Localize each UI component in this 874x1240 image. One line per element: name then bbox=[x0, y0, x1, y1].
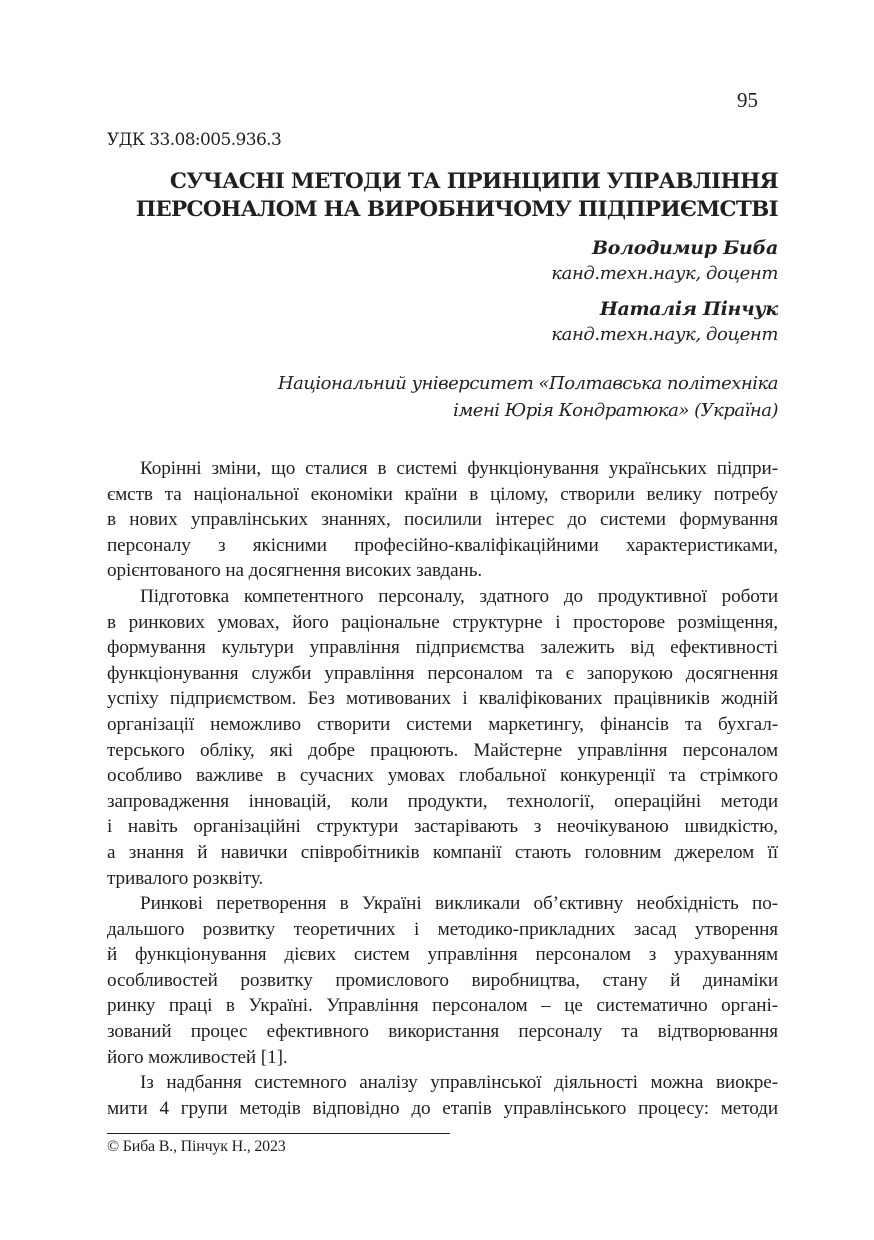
paragraph-line: ємств та національної економіки країни в цілому, створили велику потребу bbox=[107, 483, 778, 505]
title-line: ПЕРСОНАЛОМ НА ВИРОБНИЧОМУ ПІДПРИЄМСТВІ bbox=[135, 197, 778, 222]
paragraph-line: зований процес ефективного використання персоналу та відтворювання bbox=[107, 1021, 778, 1043]
paragraph-line: Ринкові перетворення в Україні викликали об’єктивну необхідність по- bbox=[140, 893, 778, 915]
paragraph-line: і навіть організаційні структури застарівають з неочікуваною швидкістю, bbox=[107, 816, 778, 838]
paragraph-line: формування культури управління підприємства залежить від ефективності bbox=[107, 637, 778, 659]
page-number: 95 bbox=[737, 88, 758, 112]
paragraph-line: в ринкових умовах, його раціональне структурне і просторове розміщення, bbox=[107, 611, 778, 633]
body-text bbox=[107, 456, 778, 1121]
paragraph-line: особливо важливе в сучасних умовах глобальної конкуренції та стрімкого bbox=[107, 765, 778, 787]
paragraph-line: а знання й навички співробітників компанії стають головним джерелом її bbox=[107, 841, 778, 863]
paragraph-line: тривалого розквіту. bbox=[107, 867, 264, 889]
body-paragraph bbox=[107, 584, 778, 891]
paragraph-line: персоналу з якісними професійно-кваліфікаційними характеристиками, bbox=[107, 534, 778, 556]
title-line: СУЧАСНІ МЕТОДИ ТА ПРИНЦИПИ УПРАВЛІННЯ bbox=[169, 169, 778, 194]
paragraph-line: й функціонування дієвих систем управління персоналом з урахуванням bbox=[107, 944, 778, 966]
paragraph-line: Із надбання системного аналізу управлінської діяльності можна виокре- bbox=[140, 1072, 778, 1094]
article-title bbox=[107, 168, 778, 224]
footnote-rule bbox=[107, 1133, 450, 1134]
author-degree: канд.техн.наук, доцент bbox=[551, 263, 778, 284]
author-degree: канд.техн.наук, доцент bbox=[551, 324, 778, 345]
author-name: Володимир Биба bbox=[592, 237, 778, 259]
body-paragraph bbox=[107, 456, 778, 584]
affiliation-line: Національний університет «Полтавська політехніка bbox=[277, 373, 778, 394]
paragraph-line: його можливостей [1]. bbox=[107, 1046, 288, 1068]
paragraph-line: в нових управлінських знаннях, посилили інтерес до системи формування bbox=[107, 509, 778, 531]
paragraph-line: Корінні зміни, що сталися в системі функціонування українських підпри- bbox=[140, 458, 778, 479]
paragraph-line: особливостей розвитку промислового виробництва, стану й динаміки bbox=[107, 969, 778, 991]
paragraph-line: терського обліку, які добре працюють. Майстерне управління персоналом bbox=[107, 739, 778, 761]
udk-code: УДК 33.08:005.936.3 bbox=[107, 130, 282, 150]
paragraph-line: успіху підприємством. Без мотивованих і кваліфікованих працівників жодній bbox=[107, 688, 778, 710]
paragraph-line: орієнтованого на досягнення високих завдань. bbox=[107, 560, 483, 582]
paragraph-line: дальшого розвитку теоретичних і методико-прикладних засад утворення bbox=[107, 918, 778, 940]
copyright-footnote: © Биба В., Пінчук Н., 2023 bbox=[107, 1138, 286, 1155]
affiliation bbox=[107, 370, 778, 424]
paragraph-line: організації неможливо створити системи маркетингу, фінансів та бухгал- bbox=[107, 713, 778, 735]
paragraph-line: Підготовка компетентного персоналу, здатного до продуктивної роботи bbox=[140, 585, 778, 607]
affiliation-line: імені Юрія Кондратюка» (Україна) bbox=[453, 400, 778, 421]
paragraph-line: запровадження інновацій, коли продукти, технології, операційні методи bbox=[107, 790, 778, 812]
authors-block bbox=[107, 235, 778, 357]
body-paragraph bbox=[107, 891, 778, 1070]
body-paragraph bbox=[107, 1070, 778, 1121]
author-name: Наталія Пінчук bbox=[599, 298, 778, 320]
paragraph-line: ринку праці в Україні. Управління персоналом – це систематично органі- bbox=[107, 995, 778, 1017]
paragraph-line: функціонування служби управління персоналом та є запорукою досягнення bbox=[107, 662, 778, 684]
paragraph-line: мити 4 групи методів відповідно до етапів управлінського процесу: методи bbox=[107, 1097, 778, 1119]
